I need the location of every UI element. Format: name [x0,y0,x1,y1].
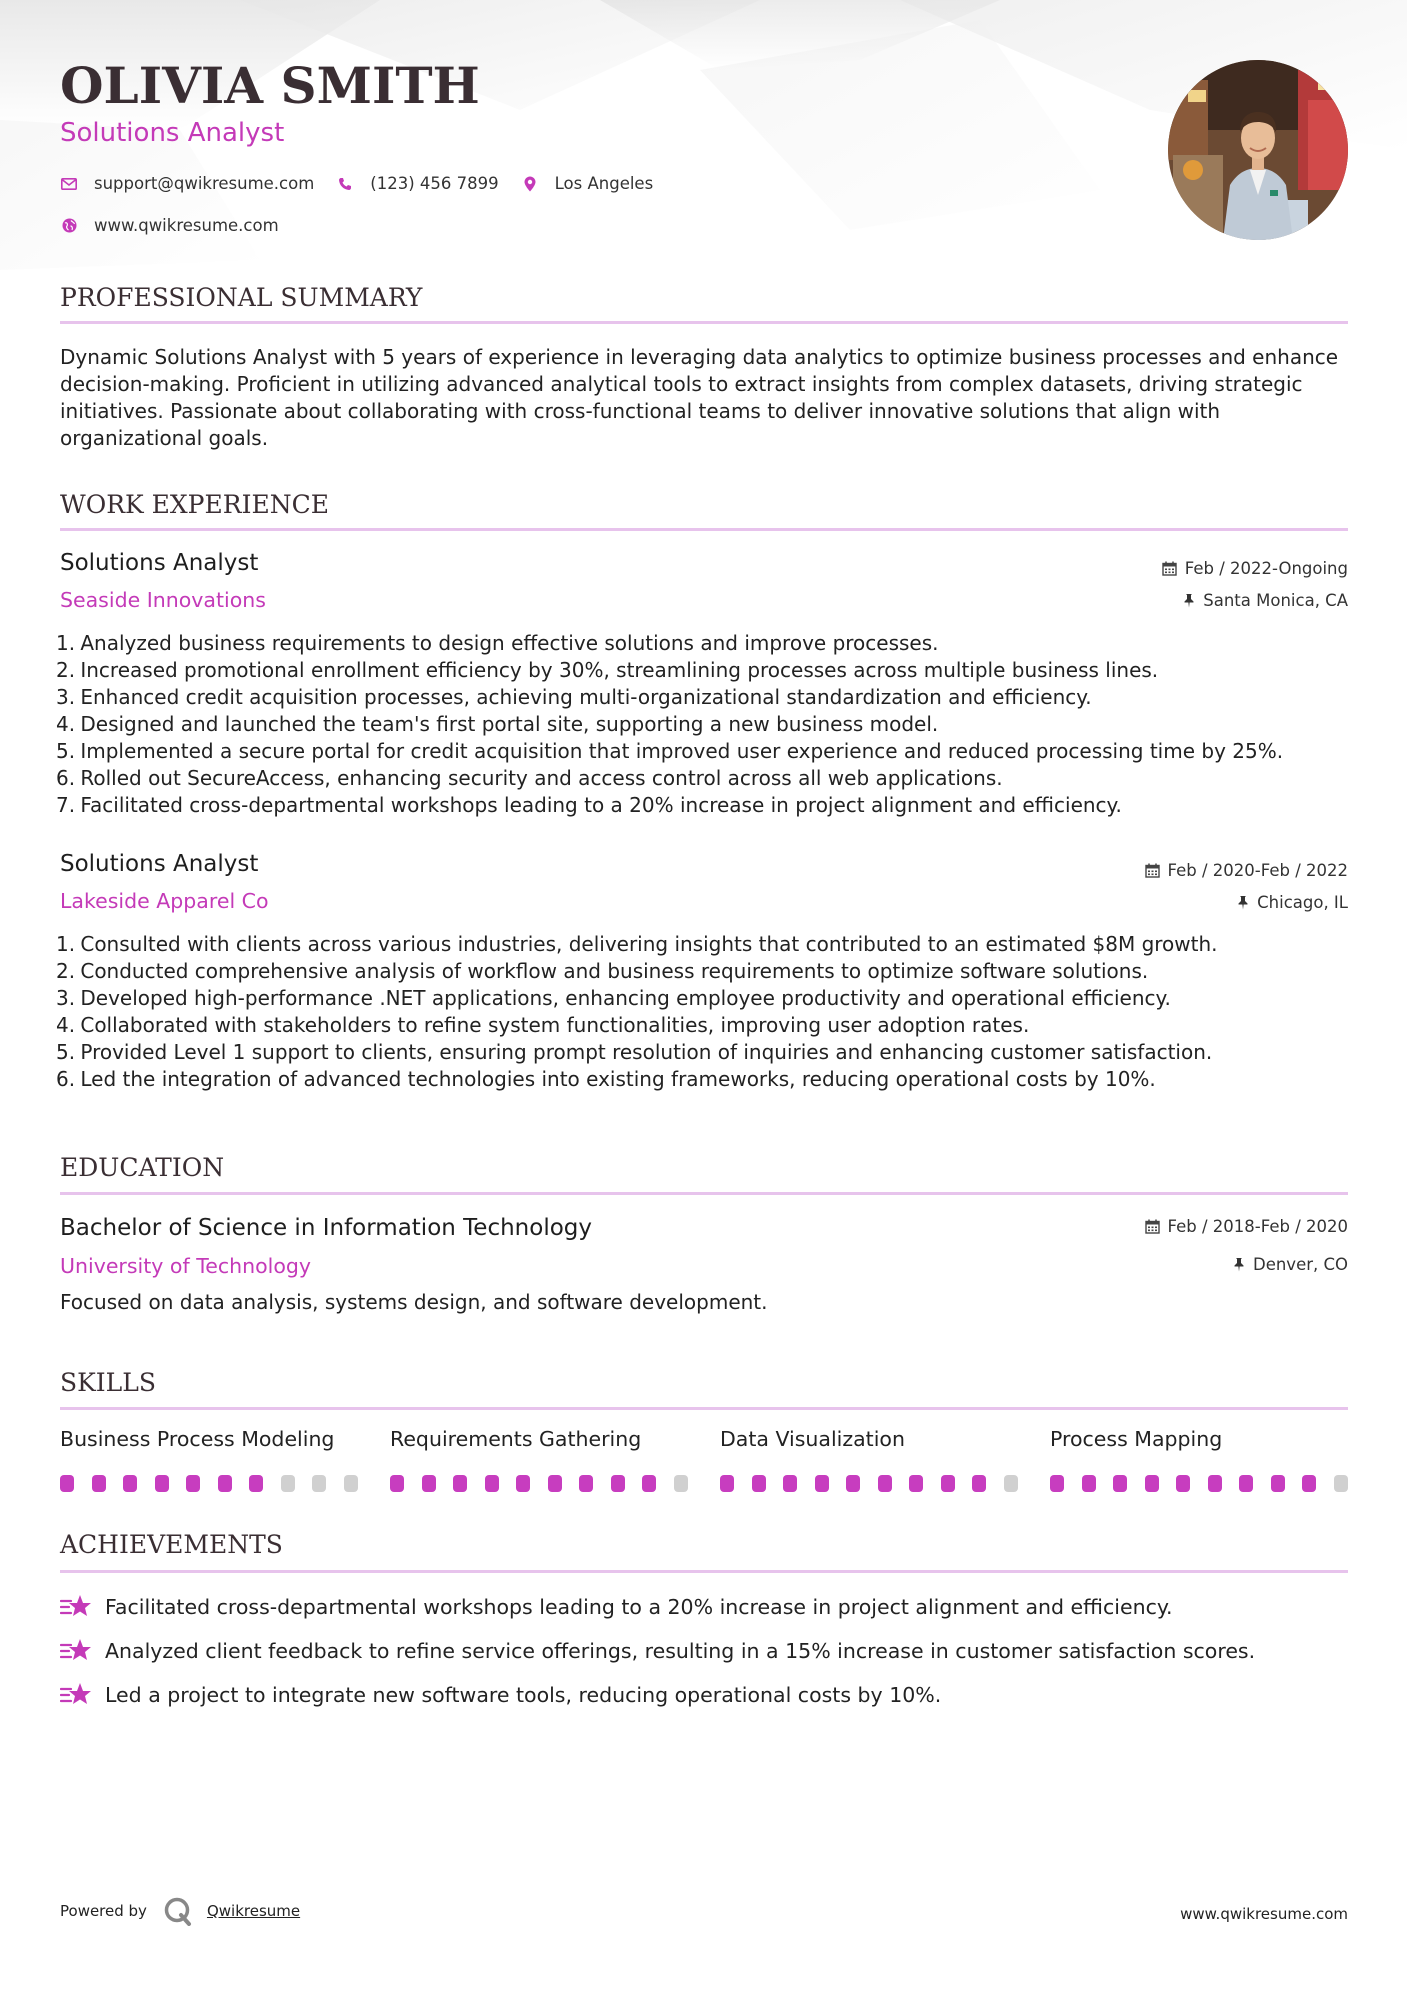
skill-dot-filled [611,1475,625,1492]
skill-dot-filled [579,1475,593,1492]
list-item: 5. Provided Level 1 support to clients, ensuring prompt resolution of inquiries and enhancing customer satisfaction. [56,1040,1213,1064]
skill-dot-empty [1004,1475,1018,1492]
summary-heading: PROFESSIONAL SUMMARY [60,283,423,312]
education-dates-text: Feb / 2018-Feb / 2020 [1167,1217,1348,1236]
job-location-text: Santa Monica, CA [1203,591,1348,610]
skill-dot-empty [281,1475,295,1492]
list-item: 3. Enhanced credit acquisition processes, achieving multi-organizational standardization and efficiency. [56,685,1092,709]
education-location [1233,1255,1348,1274]
list-item: Led a project to integrate new software tools, reducing operational costs by 10%. [60,1673,1348,1717]
skill-dot-filled [249,1475,263,1492]
list-item: Facilitated cross-departmental workshops leading to a 20% increase in project alignment and efficiency. [60,1585,1348,1629]
achievements-heading: ACHIEVEMENTS [60,1530,283,1559]
skill-item [1050,1427,1348,1492]
footer-powered-by [60,1896,300,1926]
skill-dot-filled [752,1475,766,1492]
skill-dot-filled [485,1475,499,1492]
skills-heading: SKILLS [60,1368,157,1397]
skill-dot-filled [1302,1475,1316,1492]
skills-grid [60,1427,1348,1492]
education-heading: EDUCATION [60,1153,225,1182]
company-name: Lakeside Apparel Co [60,889,269,913]
skill-dot-filled [909,1475,923,1492]
phone-icon [336,175,354,193]
job-dates-text: Feb / 2022-Ongoing [1184,559,1348,578]
experience-heading: WORK EXPERIENCE [60,490,329,519]
list-item: 1. Analyzed business requirements to design effective solutions and improve processes. [56,631,939,655]
calendar-icon [1145,1219,1160,1234]
skill-name: Data Visualization [720,1427,905,1451]
school-name: University of Technology [60,1254,312,1278]
skill-item [60,1427,358,1492]
list-item: 6. Rolled out SecureAccess, enhancing security and access control across all web applications. [56,766,1003,790]
job-dates [1162,559,1348,578]
skill-dot-filled [1176,1475,1190,1492]
job-dates-text: Feb / 2020-Feb / 2022 [1167,861,1348,880]
job-bullets [56,931,1348,1093]
star-icon [60,1636,94,1666]
list-item: 2. Conducted comprehensive analysis of workflow and business requirements to optimize software solutions. [56,959,1149,983]
skill-dot-filled [783,1475,797,1492]
skill-dot-filled [60,1475,74,1492]
star-icon [60,1680,94,1710]
skill-dot-empty [312,1475,326,1492]
education-dates [1145,1217,1348,1236]
candidate-name: OLIVIA SMITH [60,56,480,115]
skill-name: Process Mapping [1050,1427,1223,1451]
skills-divider [60,1407,1348,1410]
website-row [60,216,301,235]
skill-dot-empty [344,1475,358,1492]
skill-dot-filled [720,1475,734,1492]
skill-dot-filled [123,1475,137,1492]
phone-number: (123) 456 7899 [370,174,499,193]
profile-photo [1168,60,1348,240]
skill-dot-filled [815,1475,829,1492]
calendar-icon [1145,863,1160,878]
website-link[interactable]: www.qwikresume.com [94,216,279,235]
job-location [1183,591,1348,610]
skill-dot-filled [941,1475,955,1492]
footer-website-link[interactable]: www.qwikresume.com [1180,1905,1348,1923]
list-item: Analyzed client feedback to refine service offerings, resulting in a 15% increase in customer satisfaction scores. [60,1629,1348,1673]
star-icon [60,1592,94,1622]
summary-divider [60,321,1348,324]
list-item: 2. Increased promotional enrollment efficiency by 30%, streamlining processes across multiple business lines. [56,658,1159,682]
email-link[interactable]: support@qwikresume.com [94,174,315,193]
pushpin-icon [1233,1257,1245,1272]
skill-dot-filled [548,1475,562,1492]
skill-dot-filled [92,1475,106,1492]
skill-item [390,1427,688,1492]
job-title: Solutions Analyst [60,550,259,576]
skill-item [720,1427,1018,1492]
job-dates [1145,861,1348,880]
list-item: 6. Led the integration of advanced technologies into existing frameworks, reducing operational costs by 10%. [56,1067,1156,1091]
location: Los Angeles [554,174,654,193]
list-item: 3. Developed high-performance .NET applications, enhancing employee productivity and operational efficiency. [56,986,1171,1010]
skill-dot-filled [878,1475,892,1492]
degree-title: Bachelor of Science in Information Technology [60,1215,592,1241]
job-bullets [56,630,1348,819]
list-item: 7. Facilitated cross-departmental workshops leading to a 20% increase in project alignment and efficiency. [56,793,1122,817]
skill-dot-empty [1334,1475,1348,1492]
achievements-divider [60,1570,1348,1573]
skill-dot-filled [1050,1475,1064,1492]
list-item: 5. Implemented a secure portal for credit acquisition that improved user experience and reduced processing time by 25%. [56,739,1284,763]
candidate-title: Solutions Analyst [60,118,285,148]
list-item: 4. Collaborated with stakeholders to refine system functionalities, improving user adoption rates. [56,1013,1030,1037]
skill-dot-filled [186,1475,200,1492]
skill-dot-filled [453,1475,467,1492]
experience-divider [60,528,1348,531]
education-divider [60,1192,1348,1195]
achievements-list [60,1585,1348,1717]
skill-dot-filled [846,1475,860,1492]
skill-dot-filled [390,1475,404,1492]
skill-rating [390,1475,688,1492]
skill-name: Requirements Gathering [390,1427,642,1451]
powered-by-label: Powered by [60,1902,147,1920]
qwikresume-logo-icon [163,1896,193,1926]
skill-dot-filled [1239,1475,1253,1492]
skill-dot-filled [1145,1475,1159,1492]
education-description: Focused on data analysis, systems design, and software development. [60,1290,768,1314]
skill-dot-filled [972,1475,986,1492]
calendar-icon [1162,561,1177,576]
job-location-text: Chicago, IL [1257,893,1348,912]
company-name: Seaside Innovations [60,588,266,612]
skill-dot-empty [674,1475,688,1492]
pushpin-icon [1237,895,1249,910]
skill-rating [1050,1475,1348,1492]
map-pin-icon [521,175,539,193]
skill-dot-filled [1082,1475,1096,1492]
envelope-icon [60,175,78,193]
skill-dot-filled [516,1475,530,1492]
job-location [1237,893,1348,912]
pushpin-icon [1183,593,1195,608]
summary-text: Dynamic Solutions Analyst with 5 years of experience in leveraging data analytics to optimize business processes and enhance decision-making. Proficient in utilizing advanced analytical tools to extract insights from complex datasets, driving strategic initiatives. Passionate about collaborating with cross-functional teams to deliver innovative solutions that align with organizational goals. [60,345,1339,450]
skill-dot-filled [218,1475,232,1492]
list-item: 4. Designed and launched the team's first portal site, supporting a new business model. [56,712,939,736]
skill-dot-filled [1271,1475,1285,1492]
qwikresume-link[interactable]: Qwikresume [206,1902,301,1920]
skill-rating [60,1475,358,1492]
skill-dot-filled [1113,1475,1127,1492]
skill-dot-filled [642,1475,656,1492]
job-title: Solutions Analyst [60,851,259,877]
skill-name: Business Process Modeling [60,1427,335,1451]
contact-row [60,174,675,193]
list-item: 1. Consulted with clients across various industries, delivering insights that contributed to an estimated $8M growth. [56,932,1218,956]
skill-dot-filled [155,1475,169,1492]
education-location-text: Denver, CO [1252,1255,1348,1274]
skill-rating [720,1475,1018,1492]
skill-dot-filled [422,1475,436,1492]
skill-dot-filled [1208,1475,1222,1492]
globe-icon [60,217,78,235]
